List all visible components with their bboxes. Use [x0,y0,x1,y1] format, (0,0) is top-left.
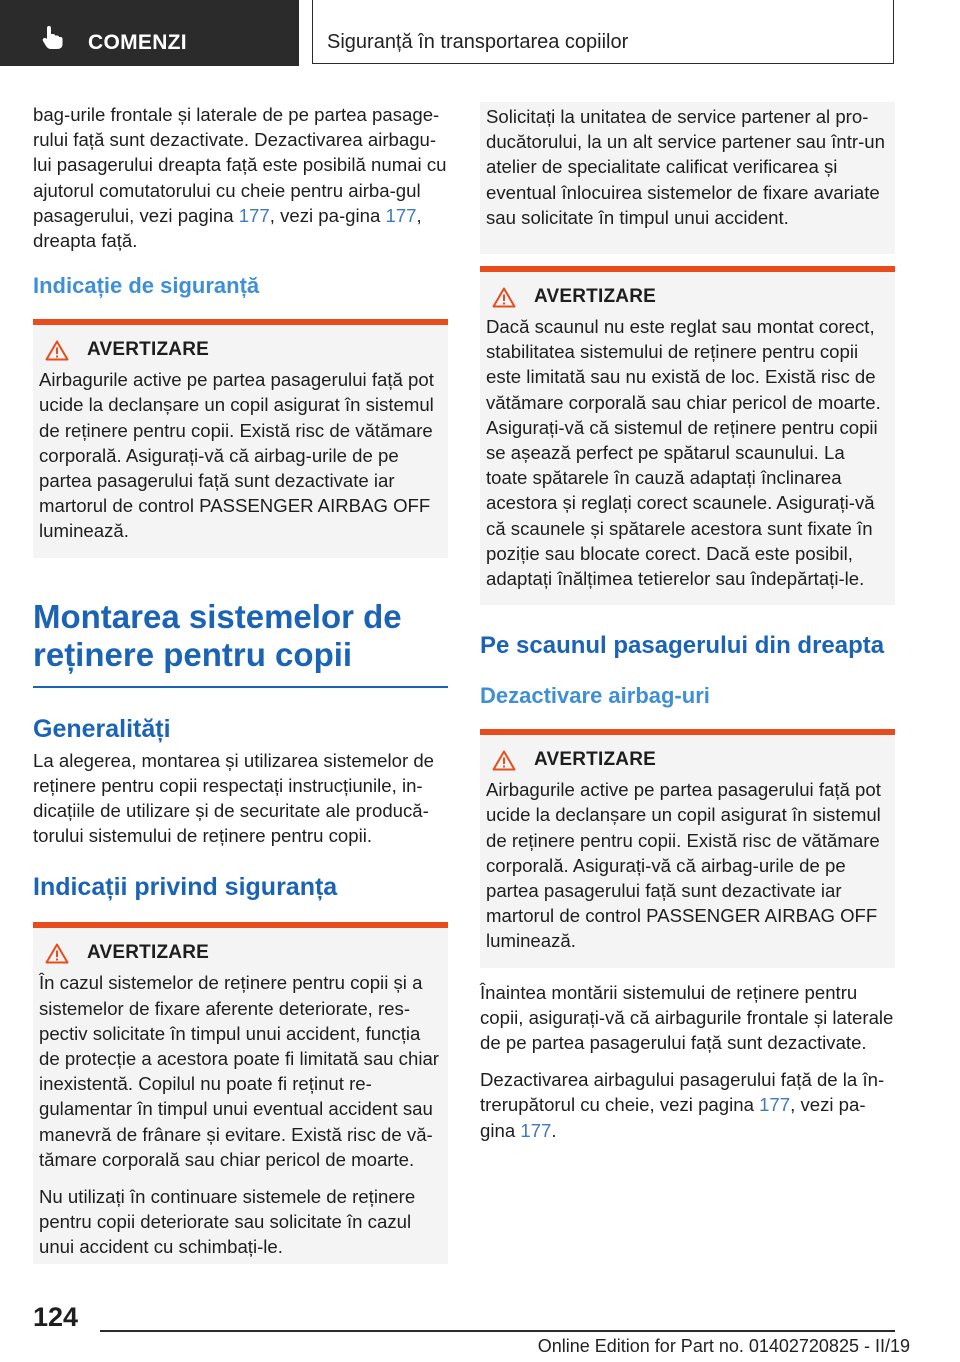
intro-text-c: , dreapta față. [33,204,422,252]
intro-text-b: , vezi pa-gina [269,204,386,226]
warning-text: Nu utilizați în continuare sistemele de reținere pentru copii deteriorate sau solicitate în cazul unui accident cu schimbați-le. [39,1186,416,1258]
warning-box [480,729,895,967]
tab-comenzi[interactable] [0,0,299,66]
warning-triangle-icon [45,943,69,964]
deact-text-a: Dezactivarea airbagului pasagerului față de la în-trerupătorul cu cheie, vezi pagina [480,1069,885,1116]
warning-header [486,749,889,771]
warning-title: AVERTIZARE [87,339,209,361]
warning-text: În cazul sistemelor de reținere pentru copii și a sistemelor de fixare aferente deteriorate, res-pectiv solicitate în timpul unui accident, funcția de protecție a acestora poate fi limitată sau chiar inexistentă. Copilul nu poate fi reținut re-gulamentar în timpul unui eventual accident sau manevră de frânare și evitare. Există risc de vă-tămare corporală sau chiar pericol de moarte. [39,972,439,1170]
warning-triangle-icon [492,287,516,308]
page-number: 124 [33,1302,79,1332]
footer-rule [100,1330,895,1332]
hand-pointer-icon [40,24,66,50]
warning-title: AVERTIZARE [87,942,209,964]
warning-text: Dacă scaunul nu este reglat sau montat corect, stabilitatea sistemului de reținere pentru copii este limitată sau nu există de loc. Există risc de vătămare corporală sau chiar pericol de moarte. Asigurați-vă că sistemul de reținere pentru copii se așează perfect pe spătarul scaunului. La toate spătarele în cauză adaptați înclinarea acestora și reglați corect scaunele. Asigurați-vă că scaunele și spătarele acestora sunt fixate în poziție sau blocate corect. Dacă este posibil, adaptați înălțimea tetierelor sau îndepărtați-le. [486,316,881,590]
warning-text: Airbagurile active pe partea pasagerului față pot ucide la declanșare un copil asigurat în sistemul de reținere pentru copii. Există risc de vătămare corporală. Asigurați-vă că airbag-urile de pe partea pasagerului față sunt dezactivate iar martorul de control PASSENGER AIRBAG OFF luminează. [39,369,434,542]
safety-heading: Indicație de siguranță [33,273,260,299]
deact-text-c: . [551,1119,557,1141]
seat-heading: Pe scaunul pasagerului din dreapta [480,632,885,660]
page-link[interactable]: 177 [385,204,417,226]
right-column [480,102,895,1143]
warning-triangle-icon [492,750,516,771]
header-bar [0,0,960,66]
footer [0,1296,960,1362]
page-link[interactable]: 177 [520,1119,552,1141]
page-link[interactable]: 177 [759,1094,791,1116]
intro-paragraph [33,102,448,253]
warning-triangle-icon [45,340,69,361]
heading-rule [33,686,448,688]
deactivation-heading: Dezactivare airbag-uri [480,683,710,709]
main-heading: Montarea sistemelor de reținere pentru copii [33,597,402,673]
note-text: Solicitați la unitatea de service partener al pro-ducătorului, la un alt service partener sau într-un atelier de specialitate calificat verificarea și eventual înlocuirea sistemelor de fixare avariate sau solicitate în timpul unui accident. [486,106,885,228]
edition-text: Online Edition for Part no. 01402720825 - II/19 [537,1336,910,1356]
page-link[interactable]: 177 [238,204,270,226]
warning-header [39,942,442,964]
left-column [33,102,448,1264]
intro-text-a: bag-urile frontale și laterale de pe partea pasage-rului față sunt dezactivate. Dezactivarea airbagu-lui pasagerului dreapta față este posibilă numai cu ajutorul comutatorului cu cheie pentru airba-gul pasagerului, vezi pagina [33,104,447,226]
safety2-heading: Indicații privind siguranța [33,873,338,902]
general-heading: Generalități [33,714,171,743]
section-title-tab [312,0,894,64]
note-box [480,102,895,254]
deact-text-b: , vezi pa-gina [480,1094,866,1141]
warning-box [480,266,895,605]
prep-paragraph: Înaintea montării sistemului de reținere pentru copii, asigurați-vă că airbagurile frontale și laterale de pe partea pasagerului față sunt dezactivate. [480,981,894,1054]
warning-text: Airbagurile active pe partea pasagerului față pot ucide la declanșare un copil asigurat în sistemul de reținere pentru copii. Există risc de vătămare corporală. Asigurați-vă că airbag-urile de pe partea pasagerului față sunt dezactivate iar martorul de control PASSENGER AIRBAG OFF luminează. [486,779,881,952]
warning-box [33,319,448,557]
tab-comenzi-label: COMENZI [88,31,187,54]
warning-header [486,286,889,308]
warning-header [39,339,442,361]
warning-box [33,922,448,1263]
warning-title: AVERTIZARE [534,749,656,771]
general-paragraph: La alegerea, montarea și utilizarea sistemelor de reținere pentru copii respectați instrucțiunile, in-dicațiile de utilizare și de securitate ale producă-torului sistemului de reținere pentru copii. [33,749,435,847]
deactivation-paragraph [480,1067,895,1143]
warning-title: AVERTIZARE [534,286,656,308]
section-title: Siguranță în transportarea copiilor [327,31,629,53]
